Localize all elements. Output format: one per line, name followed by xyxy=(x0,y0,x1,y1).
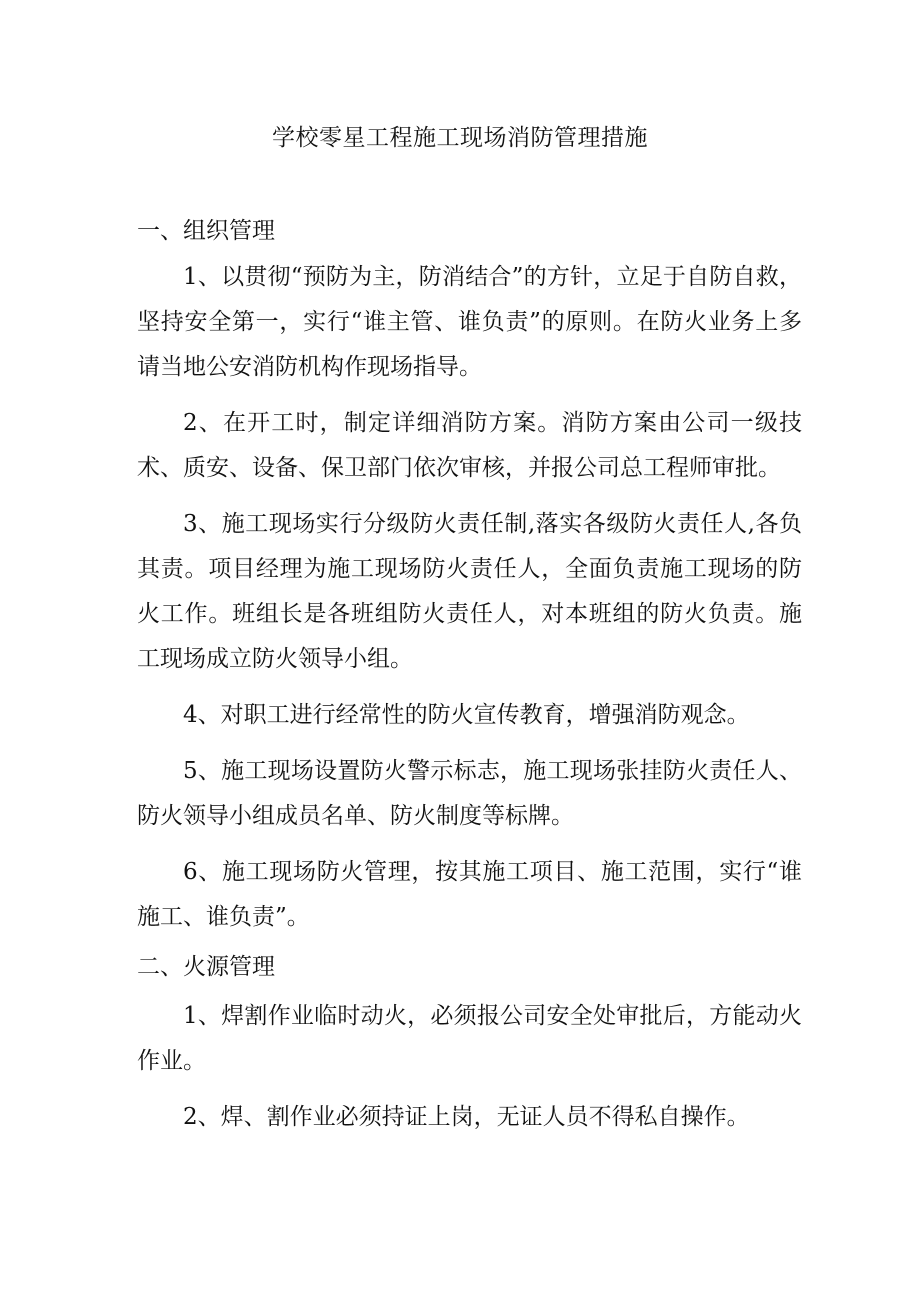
paragraph: 3、施工现场实行分级防火责任制,落实各级防火责任人,各负其责。项目经理为施工现场防火责任人，全面负责施工现场的防火工作。班组长是各班组防火责任人，对本班组的防火负责。施工现场成立防火领导小组。 xyxy=(137,511,802,672)
section-heading: 二、火源管理 xyxy=(137,954,275,980)
paragraph: 2、在开工时，制定详细消防方案。消防方案由公司一级技术、质安、设备、保卫部门依次审核，并报公司总工程师审批。 xyxy=(137,410,802,481)
paragraph: 6、施工现场防火管理，按其施工项目、施工范围，实行“谁施工、谁负责”。 xyxy=(137,859,802,930)
paragraph: 1、焊割作业临时动火，必须报公司安全处审批后，方能动火作业。 xyxy=(137,1003,802,1074)
section-organization xyxy=(137,210,802,940)
document-body xyxy=(137,210,802,1140)
section-heading: 一、组织管理 xyxy=(137,218,275,244)
section-fire-source xyxy=(137,946,802,1140)
document-title: 学校零星工程施工现场消防管理措施 xyxy=(272,125,648,151)
paragraph: 5、施工现场设置防火警示标志，施工现场张挂防火责任人、防火领导小组成员名单、防火制度等标牌。 xyxy=(137,758,802,829)
paragraph: 4、对职工进行经常性的防火宣传教育，增强消防观念。 xyxy=(183,702,750,728)
paragraph: 1、以贯彻“预防为主，防消结合”的方针，立足于自防自救，坚持安全第一，实行“谁主管、谁负责”的原则。在防火业务上多请当地公安消防机构作现场指导。 xyxy=(137,264,802,380)
paragraph: 2、焊、割作业必须持证上岗，无证人员不得私自操作。 xyxy=(183,1104,750,1130)
